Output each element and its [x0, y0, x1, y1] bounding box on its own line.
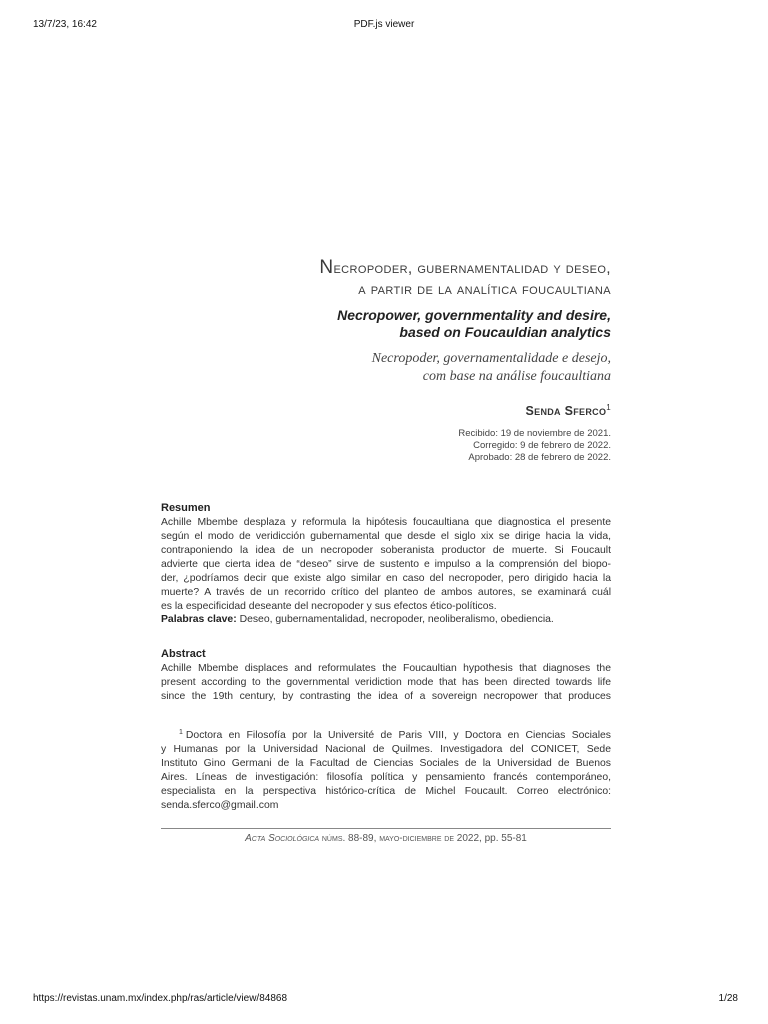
author-footnote-mark: 1 — [606, 403, 611, 412]
journal-period: mayo-diciembre de — [379, 833, 455, 844]
title-spanish-line-1 — [319, 257, 611, 279]
date-corrected: Corregido: 9 de febrero de 2022. — [473, 440, 611, 451]
journal-name: Acta Sociológica — [245, 833, 320, 844]
title-english-line-2: based on Foucauldian analytics — [399, 324, 611, 340]
journal-nums: 88-89, — [348, 833, 377, 844]
footnote-line-text: Doctora en Filosofía por la Université de Paris VIII, y Doctora en Ciencias Sociales — [185, 730, 611, 741]
abstract-heading: Abstract — [161, 648, 206, 660]
author-text: Senda Sferco — [525, 404, 607, 418]
print-title: PDF.js viewer — [353, 19, 415, 30]
footer-divider — [161, 828, 611, 829]
resumen-line: muerte? A través de un recorrido crítico del planteo de ambos autores, se examinará cuál — [161, 587, 611, 598]
abstract-line: since the 19th century, by contrasting the idea of a sovereign necropower that produces — [161, 691, 611, 702]
keywords-spanish — [161, 614, 554, 625]
footnote-email: senda.sferco@gmail.com — [161, 800, 279, 811]
journal-year-pages: 2022, pp. 55-81 — [456, 833, 527, 844]
title-rest: ecropoder, gubernamentalidad y deseo, — [333, 260, 611, 277]
journal-nums-label: núms. — [321, 833, 346, 844]
resumen-line: contraponiendo la idea de un necropoder soberanista productor de muerte. Si Foucault — [161, 545, 611, 556]
keywords-label: Palabras clave: — [161, 614, 237, 625]
resumen-line: según el modo de veridicción gubernamental que desde el siglo xix se dirige hacia la vida, — [161, 531, 611, 542]
abstract-line: Achille Mbembe displaces and reformulates the Foucaultian hypothesis that diagnoses the — [161, 663, 611, 674]
footnote-line: Instituto Gino Germani de la Facultad de Ciencias Sociales de la Universidad de Buenos — [161, 758, 611, 769]
title-initial: N — [319, 257, 334, 278]
title-portuguese-line-1: Necropoder, governamentalidade e desejo, — [371, 351, 611, 366]
date-approved: Aprobado: 28 de febrero de 2022. — [468, 452, 611, 463]
footnote-line: Aires. Líneas de investigación: filosofía política y pensamiento francés contemporáneo, — [161, 772, 611, 783]
title-spanish-line-2: a partir de la analítica foucaultiana — [358, 281, 611, 298]
title-portuguese-line-2: com base na análise foucaultiana — [422, 369, 611, 384]
footnote-line: especialista en la perspectiva histórico-crítica de Michel Foucault. Correo electrónico: — [161, 786, 611, 797]
author-footnote — [161, 726, 611, 813]
print-date: 13/7/23, 16:42 — [33, 19, 97, 30]
footnote-line: y Humanas por la Universidad Nacional de Quilmes. Investigadora del CONICET, Sede — [161, 744, 611, 755]
print-page-number: 1/28 — [718, 993, 738, 1004]
keywords-text: Deseo, gubernamentalidad, necropoder, neoliberalismo, obediencia. — [236, 614, 554, 625]
author-name — [526, 403, 612, 418]
abstract-line: present according to the governmental veridiction mode that has been directed towards life — [161, 677, 611, 688]
footnote-line — [161, 726, 611, 743]
resumen-body — [161, 516, 611, 614]
title-english-line-1: Necropower, governmentality and desire, — [337, 307, 611, 323]
date-received: Recibido: 19 de noviembre de 2021. — [458, 428, 611, 439]
resumen-line: advierte que cierta idea de “deseo” sirve de sustento e impulso a la comprensión del biopo- — [161, 559, 611, 570]
resumen-line: es la especificidad deseante del necropoder y sus efectos ético-políticos. — [161, 601, 497, 612]
resumen-line: Achille Mbembe desplaza y reformula la hipótesis foucaultiana que diagnostica el presente — [161, 517, 611, 528]
footnote-mark: 1 — [179, 729, 183, 736]
resumen-line: der, ¿podríamos decir que existe algo similar en caso del necropoder, pero dirigido hacia la — [161, 573, 611, 584]
abstract-body — [161, 662, 611, 704]
resumen-heading: Resumen — [161, 502, 211, 514]
journal-citation-footer — [161, 833, 611, 844]
print-url: https://revistas.unam.mx/index.php/ras/article/view/84868 — [33, 993, 288, 1004]
